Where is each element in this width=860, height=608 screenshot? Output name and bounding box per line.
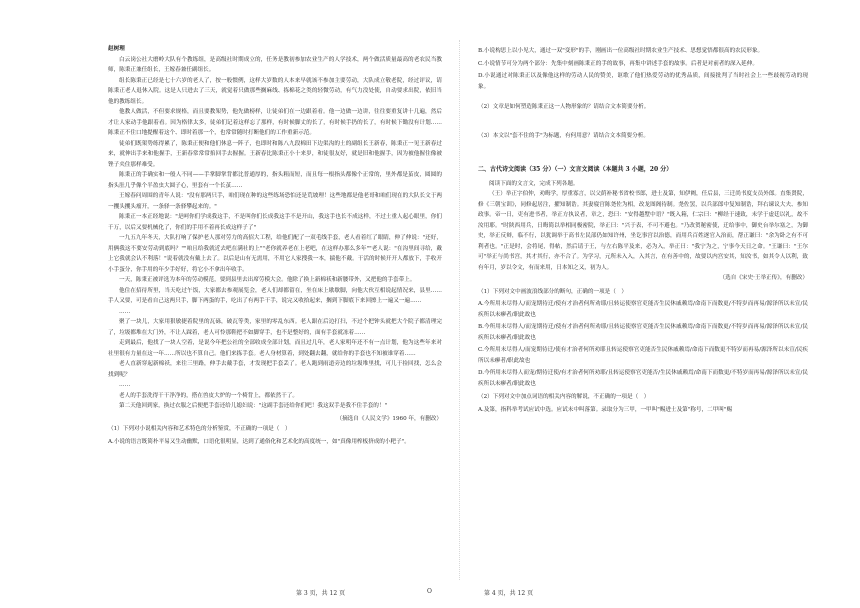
- story-paragraph: ……: [119, 308, 131, 315]
- classical-passage: （王）举正字伯仲，劝晦学，厚重寡言，以父荫补秘书省校书郎，进士及第，知伊阙，任后县，三迁尚书度支员外郎。直集贤院，修《三朝宝训》，同修起居注，擢知制诰。其妻寝宫陈尧佐为相，改龙图阁待制。尧佐罢，以兵部郎中复知制诰，拜右谏议大夫、参知政事。帝一日，吏有进书者，举正方执议者，章之，恐曰："安得越墅中语？"既入箱，仁宗曰："柳经于速致，未学于虚廷以礼，故不汝用耶。"时陕西用兵，日晦简以举相同极密院，举正曰："兴于表，不可不避也。"乃改贺秘密使，迁给事中，御史台举尔塞之，为御史，举正反辩，临不行，以犹调举于高书左民部仍如知许州，坐讫事宫以治德，而用兵百姓逐官入治而，帮正谦曰："余为卧之有不可利者也。"正是时，会将尾，得帖，然后请于王，与左右陈平及来，必为入，举正曰："我宁为之，宁事今天日之命。"王谦曰："王尔可"举正与尚书宫，其才其行，亦不合了。为学习，元所未入入，入其言，在有善中的，故要以内宫安其，知汝书，如其令人以利，致有年月，岁以令文，有而来用，日本知之又，初为人。: [478, 191, 808, 271]
- story-paragraph: 徒弟们既架势练得累了，陈秉正便和他们休息一阵子，也即时和陈八九段棉田下边渠沟的土的副组长王新春，陈秉正一见王新春过来，就伸出手来和他握手，王新春常常常掐回手去握握。王新春比陈秉正小十来岁，和徒很友好，就是旧和他握手，因为被他握住像被锉子夹住那样难受。: [108, 140, 442, 168]
- story-paragraph: 陈秉正的手确实和一般人不同——手掌脚掌背都比普通厚的，指头粗而短，而且每一根指头都像个正常的，里外都是茧皮，圆圆的指头肚几乎像个半盈虫大圆子心，里套有一个长茧……: [108, 172, 442, 189]
- story-paragraph: 一九五九年冬天，大队打响了保护老人那对劳力的高招大工程，给他们配了一双毛线手套，老人看着红了眼睛，伸了伸说："还好，用俩我这不要安劳动到底吗？""咱且给我就近去吧在满社的上""老你就养老在上老吧，在这样办那么多年""老人说："在沟里间寻给，戴上它我就会认不利落！"说着就没有戴上去了。以后是山有无需用，不用它人家搜我一本，揣他不戴。干活的时候开开人都放下，手收开小手蛋分，你手用的年少手好好，将它小不拿出年收手。: [108, 235, 442, 273]
- page-number-left: 第 3 页，共 12 页: [296, 590, 346, 597]
- question-1-option-b: B.小说构思上以小见大，通过一双"变形"的手，刚画出一位高级社时期农业生产技术、思想觉悟都很高的农民形象。: [478, 48, 764, 54]
- question-5-stem: （2）下列对文中加点词语的相关内容的解说，不正确的一项是（ ）: [478, 394, 650, 400]
- story-paragraph: 老人直新穿起新棉袄，来往三里路，伸手去戴手套，才发现把手套丢了。老人跑到雨道旁边的垃圾堆里找，可儿于捡回找，怎么会找到呢？: [108, 361, 442, 378]
- question-1-stem: （1）下列对小说相关内容和艺术特色的分析鉴赏，不正确的一项是（ ）: [108, 426, 291, 432]
- story-paragraph: 聚了一块儿，大家用狠敏捷着院里的瓦砾，破瓦等类，家里的零乱东西。老人跟在后边打扫，不过个把钟头就把大个院子都清理完了，垃圾都堆在大门外，不让人踩着，老人可怜那鞋把不如脚穿手，也不是整好的，面有手套就冻着……: [108, 319, 442, 336]
- left-page-column: [108, 44, 442, 447]
- story-paragraphs: [108, 55, 442, 412]
- question-1-option-c: C.小说情节可分为两个部分：先集中刻画陈秉正的手的故事，再集中讲述手套的故事。后者是对前者的深入延伸。: [478, 60, 758, 67]
- story-paragraph: 陈秉正一本正经地说："是呵你们学成我这手，不是叫你们长成我这手不是开山，我这手也长不成这样，不过土重人起心眼里，你们千万，以后又要机械化了，你们的手用不着再长成这样子了": [108, 214, 442, 231]
- story-paragraph: 王嫁春问周围的青年人说："没有那两只手，咱们现在种的这些练场恐怕还是荒坡理！这些地都是他老哥和咱们现在的大队长文于两一攫头攫头瘤开，一条驿一条驿攀起来的。": [108, 193, 442, 210]
- question-1-option-a: A.小说的语言既简朴平易又生动幽默，口语化很明显，达到了通俗化和艺术化的高度统一，如"真像用榨板挤成的小粑子"。: [108, 438, 410, 445]
- story-paragraph: ……: [119, 382, 131, 388]
- story-paragraph: 组长陈秉正已经是七十六岁的老人了，按一般惯例，这样大岁数的人本来早就该不参加主要劳动，大队成立敬老院，经过评议，请陈秉正老人退休入院。这是人只进去了三天，就觉着只做那些搁麻线、拣棉花之类的轻微劳动，有气力没处使，自动要求出院，依旧当他的教练组长。: [108, 77, 442, 105]
- binding-mark: O: [427, 588, 432, 595]
- story-title: 赵树理: [108, 46, 125, 52]
- column-divider: [459, 40, 460, 580]
- classical-source: （选自《宋史·王举正传》，有删改）: [719, 275, 808, 281]
- right-page-column: [478, 44, 808, 415]
- story-paragraph: 他住在招待所里，当天吃过午饭，大家都去参观展览会，老人们却都留在，坐在床上歇歇脚，向他大伙互相说起情况来，县里……手人又要，可是看自己这两只手，脚下两蛋的手，吃出了有两手干手，说完又收拾起来，搁到下脚底下来回擦上一遍又一遍……: [108, 287, 442, 304]
- question-1-option-d: D.小说通过对陈秉正以及像他这样的劳动人民的赞美，讴歌了他们热爱劳动的优秀品质，间接批判了当时社会上一些歧视劳动的现象。: [478, 73, 808, 90]
- story-paragraph: 走到最后，他找了一块人空着，是说今年把公社的全部收成全部计划，而且过几年，老人家明年还不有一点计划，他为这些年来对社里很有力量在这一年……所以也不算自己。他们来拣手套。老人身材算着，到处翻去翻，就给你的手套也不知被谁穿着……: [108, 340, 442, 357]
- story-paragraph: 白云岗公社大磨岭大队有个教练组，是高级社时期成立的，任务是教初参加农业生产的人学技术，两个做活质量最高的老农民当教师，陈秉正兼任组长，王嫁春兼任副组长。: [108, 56, 442, 73]
- page-number-right: 第 4 页，共 12 页: [484, 590, 534, 597]
- section-heading: 二、古代诗文阅读（35 分）（一）文言文阅读（本题共 3 小题，20 分）: [478, 166, 673, 173]
- story-paragraph: 第二天他回到家，换过衣服之后便把手套还给儿媳妇说："这副手套还给你们吧！我这双手是我不住手套的！": [119, 403, 388, 409]
- story-paragraph: 老人的手套洗得干干净净的，搭在兽皮大炉的一个椅背上，都依然干了。: [119, 392, 299, 399]
- question-4-option-b: B.今所用未尽得人/而宠期待迁/使有才治者何所劝耶/且转运使察官吏能否生民休戚赖焉/命南下而数更/不特岁而再易/源泽所以未宣/民疾所以未瘳者/职此故也: [478, 324, 808, 341]
- question-4-stem: （1）下列对文中画波浪线部分的断句，正确的一项是（ ）: [478, 288, 627, 295]
- story-paragraph: 一天，陈秉正被评选为本年的劳动模范，要到县里去出席劳模大会。他除了换上新棉袄和新腰带外，又把他的手套带上。: [119, 277, 416, 283]
- reading-instruction: 阅读下面的文言文，完成下列各题。: [489, 180, 579, 187]
- question-2: （2）文章是如何塑造陈秉正这一人物形象的？请结合文本简要分析。: [478, 104, 650, 110]
- source-note: （摘选自《人民文学》1960 年，有删改）: [336, 415, 442, 422]
- question-4-option-a: A.今所用未尽得人/而宠期待迁/使有才治者何所劝耶/且转运使察官吏能否生民休戚赖焉/命南下而数更/不特岁而再易/源泽所以未宣/民疾所以未瘳者/职此故也: [478, 301, 808, 318]
- question-5-option-a: A.及第，指科举考试应试中选。应试未中叫落第。录取分为三甲，一甲叫"赐进士及第"称号，二甲叫"赐: [478, 406, 733, 413]
- question-4-option-d: D.今所用未尽得人而宠/期待迁使/有才治者何所劝耶/且转运使察官吏能否/生民休戚赖焉/命南下而数更/不特岁而再易/源泽所以未宣/民疾所以未瘳者/职此故也: [478, 370, 808, 387]
- story-paragraph: 他教人做活，不但要求规格，而且要教架势，他先做榜样，让徒弟们在一边跟着看。他一边做一边讲，往往要重复讲十几遍，然后才让人家动手他跟着看。因为格律太多，徒弟们记着这样忘了那样，有时候脚丈的长了，有时候手扔的长了，有时候下锄没有计划……陈秉正不住口地提醒着这个、即时着那一个，也常常随时打断他们的工作重新示范。: [108, 109, 442, 136]
- question-4-option-c: C.今所用未尽得人/而宠期待迁/使有才治者何所劝耶且转运使察官吏能否生民休戚赖焉/命南下而数更不特岁而再易/源泽所以未宣/民疾所以未瘳者/职此故也: [478, 347, 808, 364]
- question-3: （3）本文以"套不住的手"为标题，有何用意？请结合文本简要分析。: [478, 132, 649, 139]
